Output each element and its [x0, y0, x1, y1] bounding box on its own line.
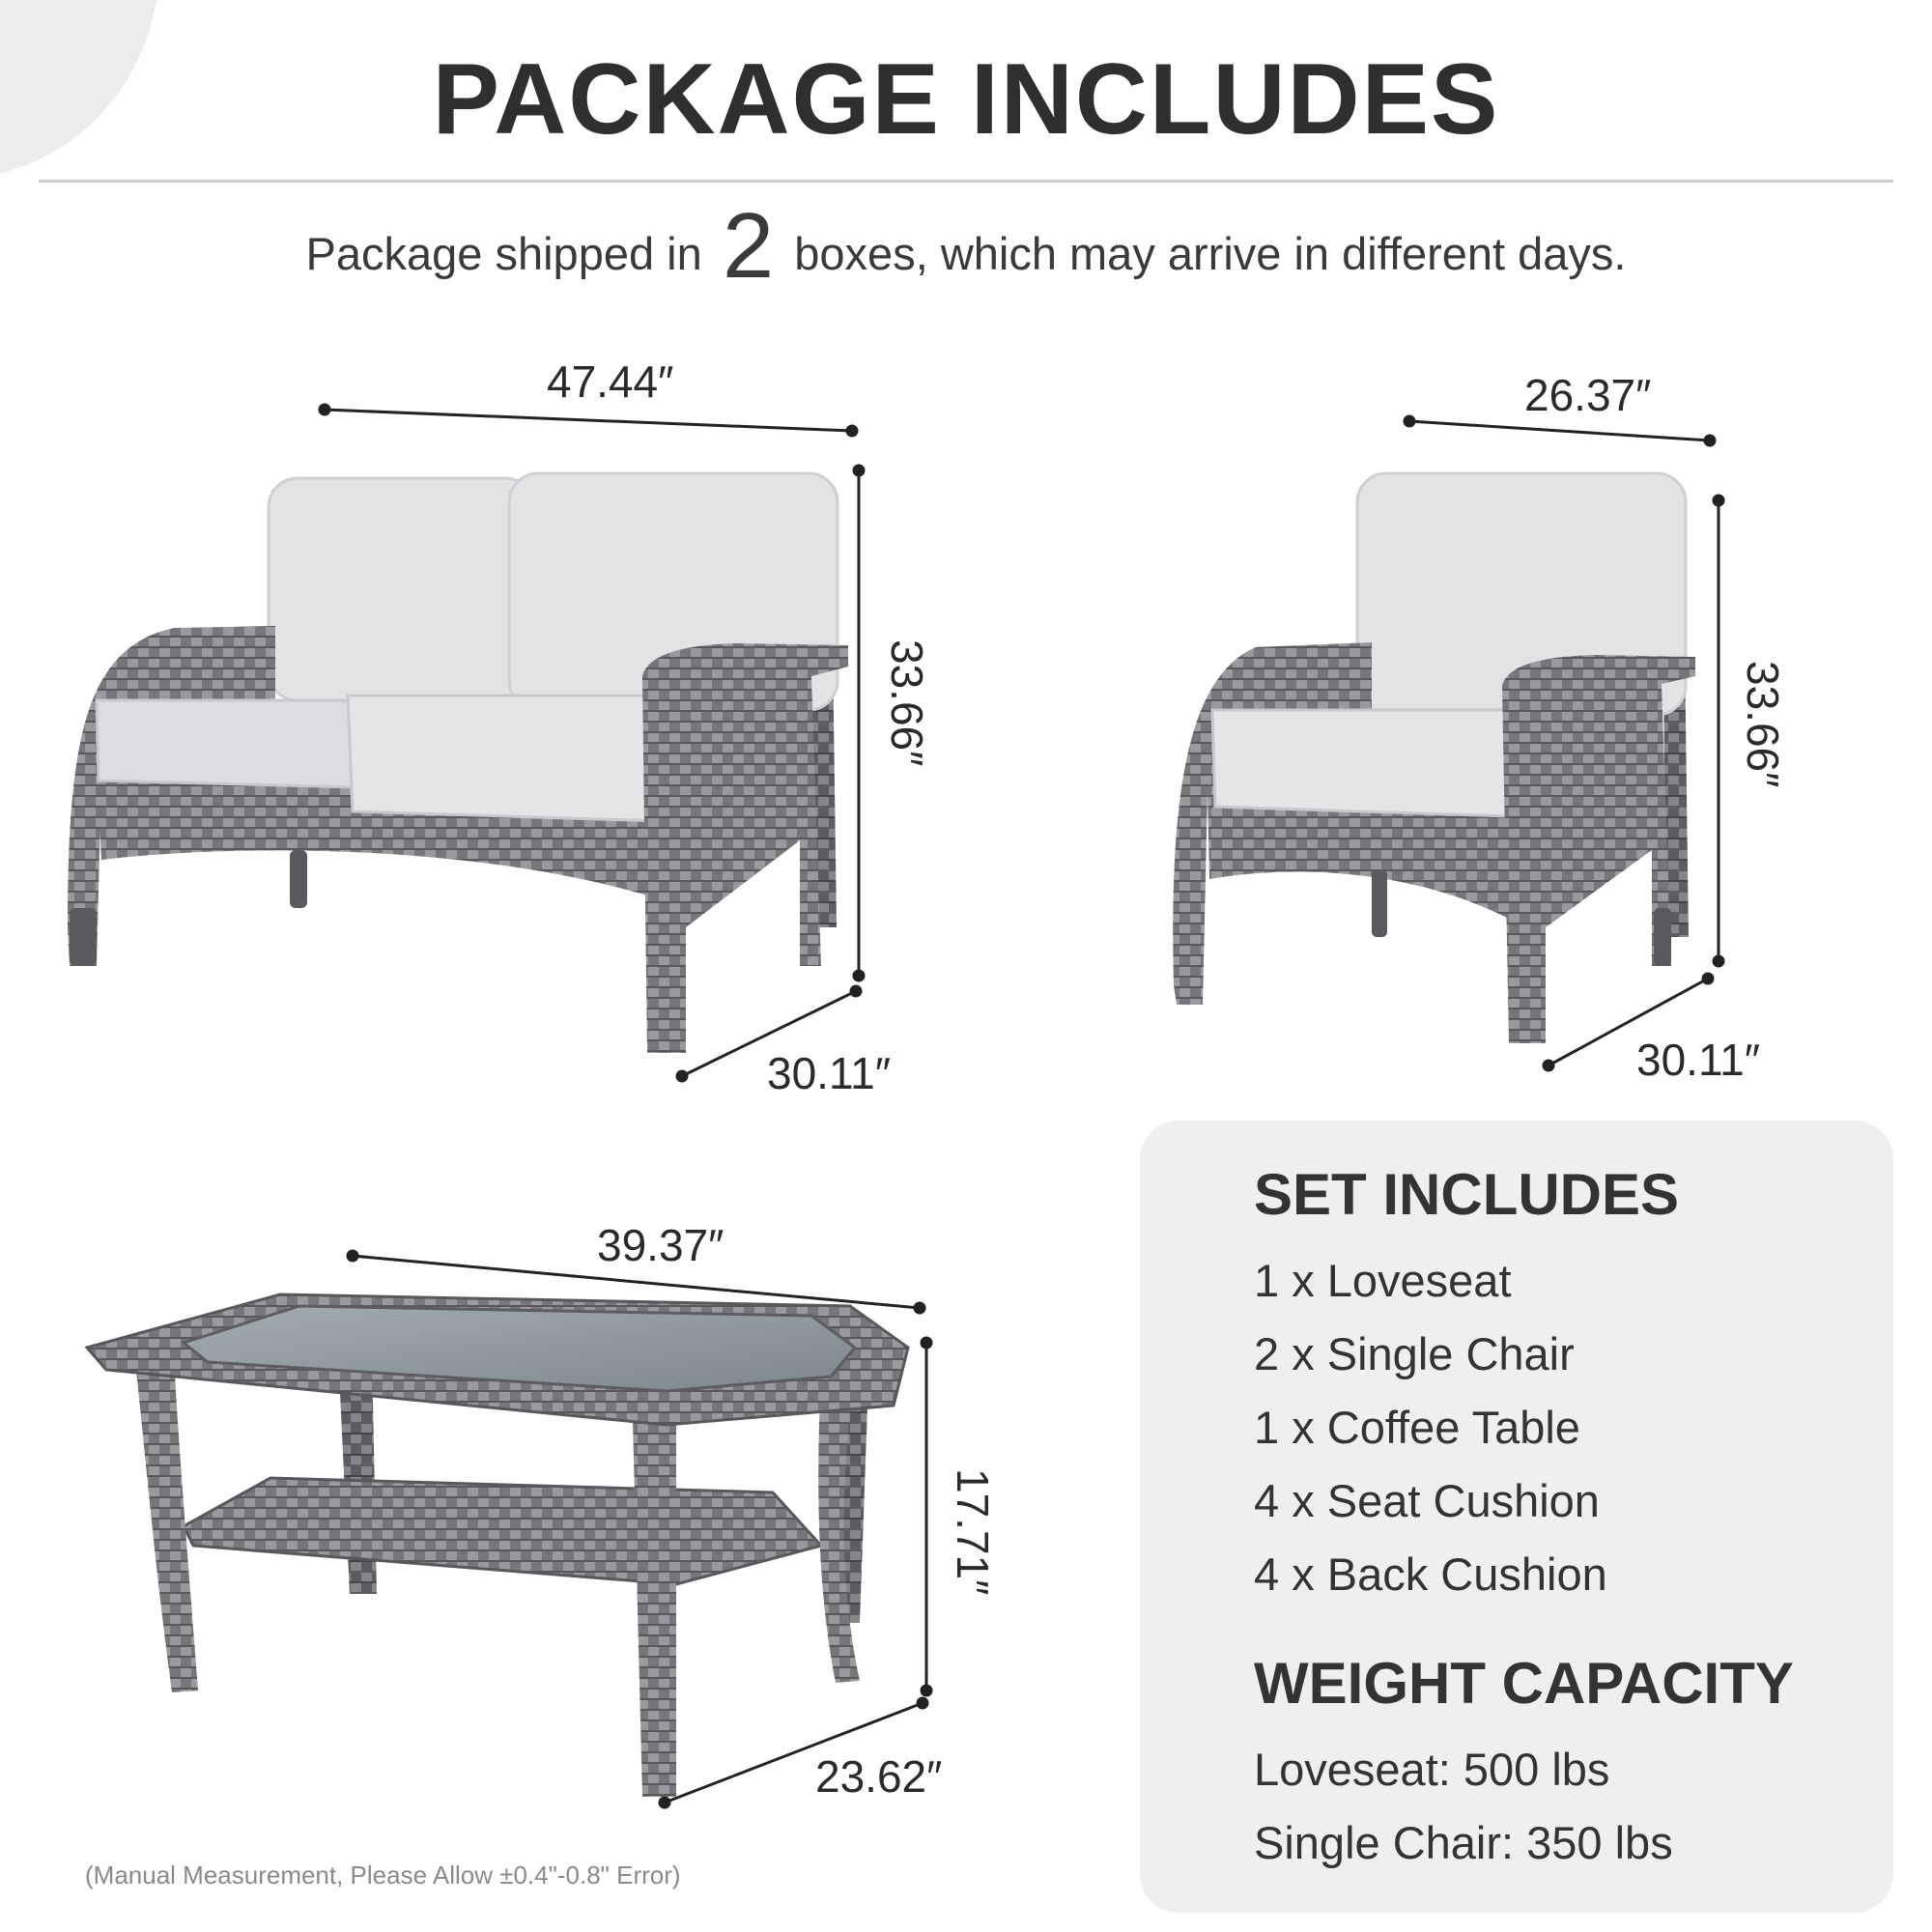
box-count: 2: [722, 194, 775, 298]
set-includes-item: 4 x Seat Cushion: [1254, 1475, 1600, 1526]
coffee-table-width-label: 39.37″: [597, 1220, 724, 1270]
set-info-card: [1140, 1121, 1893, 1913]
coffee-table-height-label: 17.71″: [948, 1468, 998, 1596]
loveseat-width-label: 47.44″: [547, 356, 674, 407]
loveseat-seat-cushion-left: [97, 700, 357, 787]
loveseat-back-cushion-left: [269, 478, 534, 700]
page-title: PACKAGE INCLUDES: [432, 43, 1500, 156]
loveseat-seat-cushion-right: [348, 696, 662, 821]
coffee-table-lower-shelf: [184, 1478, 821, 1584]
shipping-prefix: Package shipped in: [305, 228, 702, 279]
measurement-footnote: (Manual Measurement, Please Allow ±0.4"-0.8" Error): [85, 1861, 681, 1889]
weight-capacity-title: WEIGHT CAPACITY: [1254, 1651, 1794, 1716]
coffee-table-illustration: [87, 1294, 908, 1797]
set-includes-item: 4 x Back Cushion: [1254, 1548, 1607, 1600]
weight-capacity-item: Loveseat: 500 lbs: [1254, 1744, 1610, 1795]
chair-depth-label: 30.11″: [1636, 1035, 1760, 1085]
chair-height-label: 33.66″: [1738, 661, 1788, 788]
set-includes-title: SET INCLUDES: [1254, 1162, 1680, 1227]
weight-capacity-item: Single Chair: 350 lbs: [1254, 1817, 1673, 1868]
loveseat-illustration: [68, 473, 848, 1053]
shipping-suffix: boxes, which may arrive in different days.: [794, 228, 1627, 279]
loveseat-depth-label: 30.11″: [767, 1048, 891, 1098]
set-includes-item: 1 x Loveseat: [1254, 1255, 1512, 1306]
set-includes-item: 2 x Single Chair: [1254, 1328, 1575, 1379]
set-includes-item: 1 x Coffee Table: [1254, 1402, 1580, 1453]
chair-width-label: 26.37″: [1524, 370, 1652, 420]
chair-seat-cushion: [1212, 710, 1509, 816]
chair-illustration: [1173, 473, 1695, 1043]
coffee-table-depth-label: 23.62″: [815, 1751, 943, 1802]
loveseat-height-label: 33.66″: [882, 639, 932, 767]
